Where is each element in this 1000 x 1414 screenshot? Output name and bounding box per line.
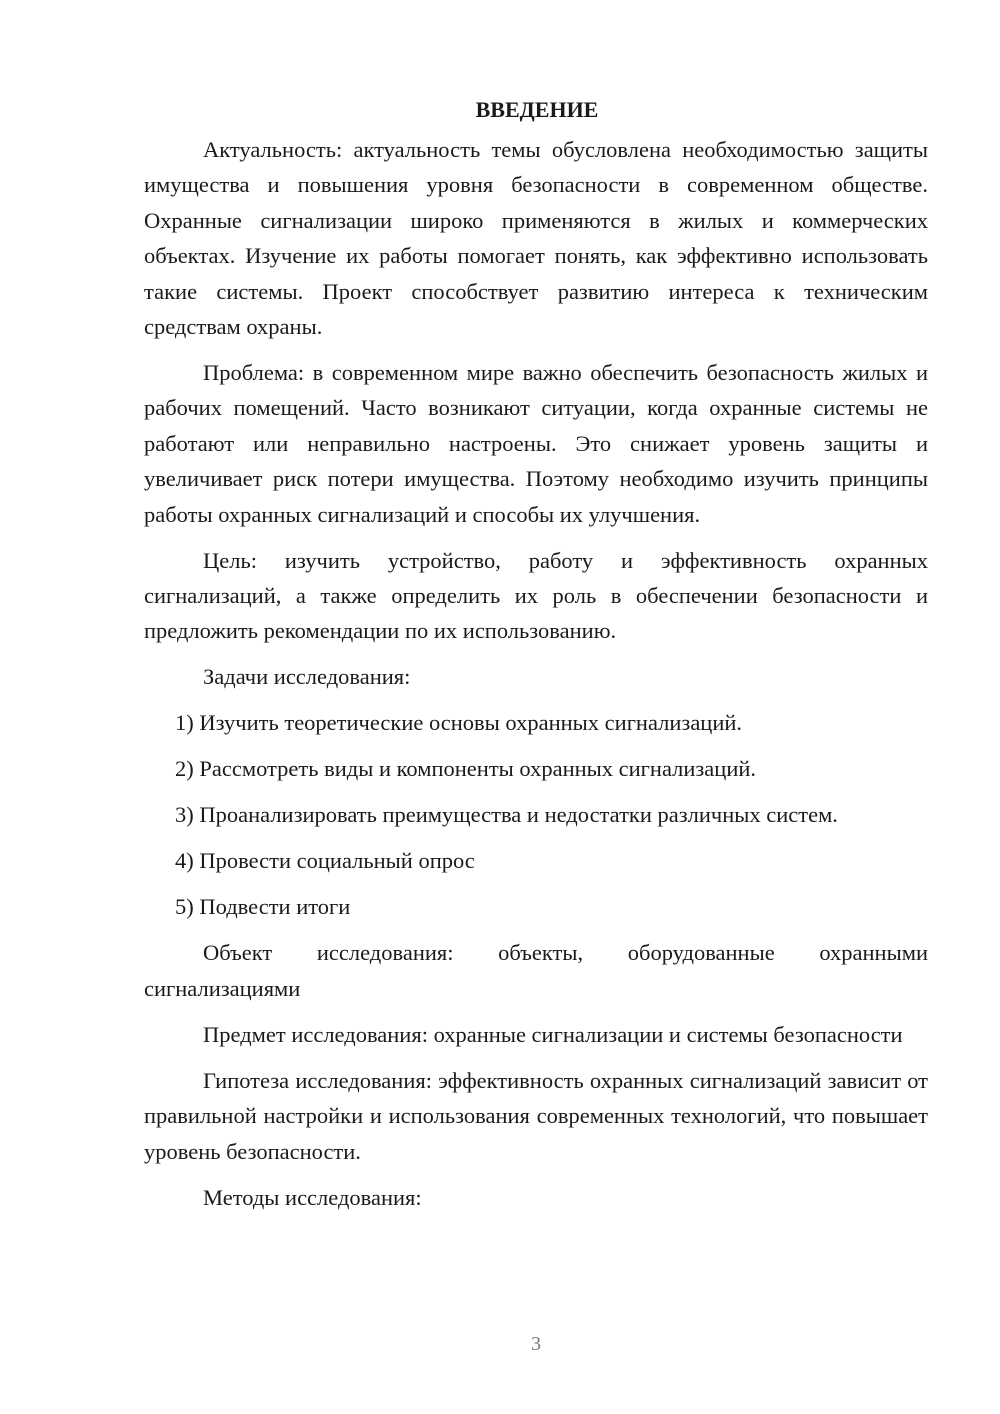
task-item-3: 3) Проанализировать преимущества и недостатки различных систем.: [175, 802, 838, 828]
relevance-paragraph: Актуальность: актуальность темы обусловлена необходимостью защиты имущества и повышения уровня безопасности в современном обществе. Охранные сигнализации широко применяются в жилых и коммерческих объектах. Изучение их работы помогает понять, как эффективно использовать такие системы. Проект способствует развитию интереса к техническим средствам охраны.: [144, 137, 928, 340]
methods-title: Методы исследования:: [203, 1184, 422, 1210]
object-paragraph: Объект исследования: объекты, оборудованные охранными сигнализациями: [144, 940, 928, 1001]
task-item-2: 2) Рассмотреть виды и компоненты охранных сигнализаций.: [175, 756, 757, 782]
document-page: [144, 94, 928, 1226]
task-item-4: 4) Провести социальный опрос: [175, 848, 475, 874]
tasks-title: Задачи исследования:: [203, 664, 411, 690]
tasks-list: [144, 705, 928, 924]
subject-paragraph: Предмет исследования: охранные сигнализации и системы безопасности: [203, 1021, 903, 1047]
task-item-1: 1) Изучить теоретические основы охранных сигнализаций.: [175, 710, 743, 736]
goal-paragraph: Цель: изучить устройство, работу и эффективность охранных сигнализаций, а также определить их роль в обеспечении безопасности и предложить рекомендации по их использованию.: [144, 547, 928, 644]
hypothesis-paragraph: Гипотеза исследования: эффективность охранных сигнализаций зависит от правильной настройки и использования современных технологий, что повышает уровень безопасности.: [144, 1067, 928, 1164]
page-number: 3: [531, 1333, 541, 1355]
problem-paragraph: Проблема: в современном мире важно обеспечить безопасность жилых и рабочих помещений. Часто возникают ситуации, когда охранные системы не работают или неправильно настроены. Это снижает уровень защиты и увеличивает риск потери имущества. Поэтому необходимо изучить принципы работы охранных сигнализаций и способы их улучшения.: [144, 360, 928, 527]
task-item-5: 5) Подвести итоги: [175, 894, 351, 920]
section-heading: ВВЕДЕНИЕ: [475, 97, 599, 122]
